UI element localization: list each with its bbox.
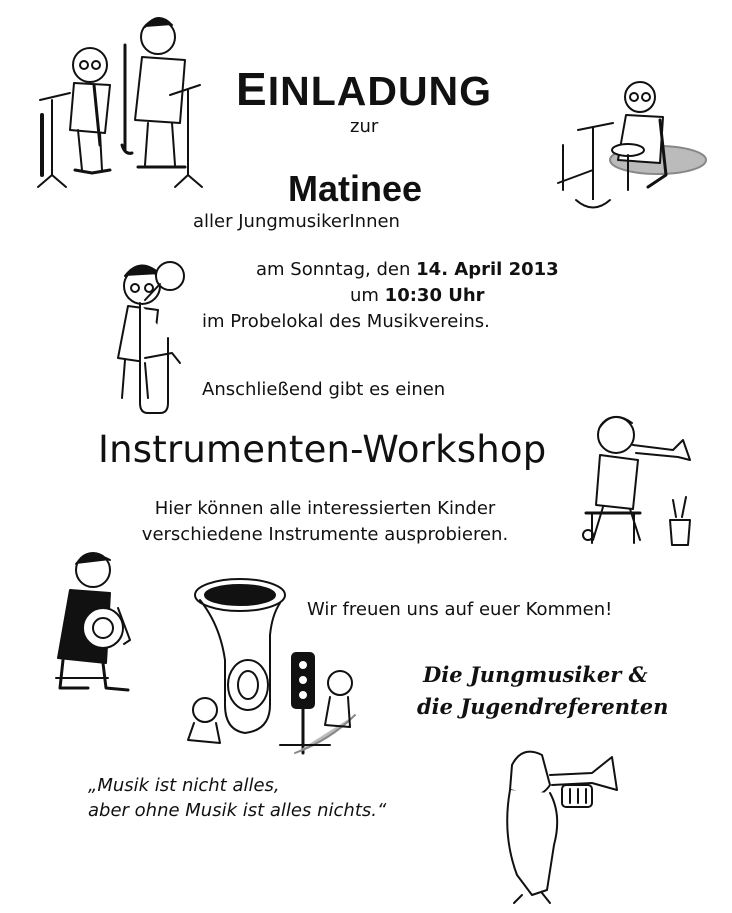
quote-line-2: aber ohne Musik ist alles nichts.“	[88, 800, 387, 821]
tuba-traffic-light-cartoon	[180, 565, 370, 765]
invitation-heading: EINLADUNG	[236, 63, 493, 115]
audience-text: aller JungmusikerInnen	[193, 211, 400, 232]
trumpet-player-cartoon	[578, 405, 698, 550]
clarinet-duo-cartoon	[30, 5, 205, 190]
date-line: am Sonntag, den 14. April 2013	[256, 259, 559, 280]
signature-line-1: Die Jungmusiker &	[423, 662, 648, 687]
quote	[88, 773, 386, 823]
event-time: 10:30 Uhr	[384, 285, 485, 306]
location-text: im Probelokal des Musikvereins.	[202, 311, 490, 332]
event-date: 14. April 2013	[416, 259, 559, 280]
closing-text: Wir freuen uns auf euer Kommen!	[307, 599, 613, 620]
workshop-title: Instrumenten-Workshop	[98, 428, 547, 471]
quote-line-1: „Musik ist nicht alles,	[88, 775, 280, 796]
zur-text: zur	[350, 116, 379, 137]
description-line-2: verschiedene Instrumente ausprobieren.	[141, 524, 509, 545]
drummer-cartoon	[548, 75, 708, 220]
flugelhorn-player-cartoon	[492, 745, 622, 905]
signature-line-2: die Jugendreferenten	[417, 694, 669, 719]
followup-text: Anschließend gibt es einen	[202, 379, 446, 400]
workshop-description	[120, 496, 530, 548]
trombone-player-cartoon	[100, 248, 190, 418]
time-line: um 10:30 Uhr	[350, 285, 485, 306]
french-horn-player-cartoon	[48, 548, 140, 698]
description-line-1: Hier können alle interessierten Kinder	[154, 498, 496, 519]
event-title: Matinee	[288, 168, 423, 209]
